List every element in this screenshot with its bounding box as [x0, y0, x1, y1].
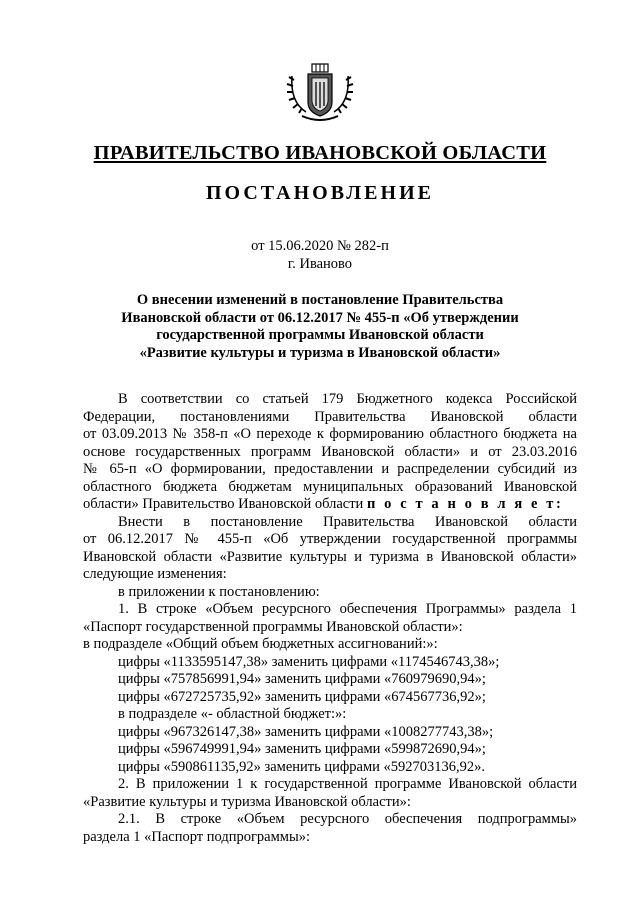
body-line: областного бюджета бюджетам муниципальных образований Ивановской	[83, 478, 577, 495]
body-line: цифры «1133595147,38» заменить цифрами «1174546743,38»;	[118, 653, 500, 670]
document-title	[90, 292, 550, 362]
coat-of-arms-icon	[282, 62, 358, 124]
organization-title: ПРАВИТЕЛЬСТВО ИВАНОВСКОЙ ОБЛАСТИ	[93, 142, 547, 164]
body-line: Внести в постановление Правительства Ивановской области	[118, 513, 577, 530]
body-line: Ивановской области «Развитие культуры и туризма в Ивановской области»	[83, 548, 577, 565]
document-body	[83, 391, 577, 846]
body-line: 1. В строке «Объем ресурсного обеспечения Программы» раздела 1	[118, 601, 577, 617]
document-city: г. Иваново	[287, 256, 353, 272]
decree-word: п о с т а н о в л я е т:	[366, 496, 564, 512]
body-line: в приложении к постановлению:	[118, 583, 320, 600]
body-line: следующие изменения:	[83, 566, 227, 582]
body-line: раздела 1 «Паспорт подпрограммы»:	[83, 828, 310, 845]
body-line: № 65-п «О формировании, предоставлении и распределении субсидий из	[83, 461, 577, 477]
body-line: от 06.12.2017 № 455-п «Об утверждении государственной программы	[83, 531, 577, 547]
body-line: 2.1. В строке «Объем ресурсного обеспечения подпрограммы»	[118, 811, 577, 827]
body-line: цифры «596749991,94» заменить цифрами «599872690,94»;	[118, 741, 486, 757]
body-line: в подразделе «Общий объем бюджетных ассигнований:»:	[83, 636, 438, 652]
body-line: «Паспорт государственной программы Ивановской области»:	[83, 618, 463, 635]
document-type: ПОСТАНОВЛЕНИЕ	[206, 182, 434, 204]
body-line: основе государственных программ Ивановской области» и от 23.03.2016	[83, 443, 577, 460]
body-line: цифры «672725735,92» заменить цифрами «674567736,92»;	[118, 688, 486, 705]
title-line: О внесении изменений в постановление Правительства	[136, 292, 504, 308]
title-line: государственной программы Ивановской области	[156, 327, 484, 343]
body-line: 2. В приложении 1 к государственной программе Ивановской области	[118, 776, 577, 792]
body-line: цифры «967326147,38» заменить цифрами «1008277743,38»;	[118, 723, 494, 740]
body-line: от 03.09.2013 № 358-п «О переходе к формированию областного бюджета на	[83, 426, 577, 442]
title-line: Ивановской области от 06.12.2017 № 455-п «Об утверждении	[121, 309, 519, 326]
body-line: цифры «590861135,92» заменить цифрами «592703136,92».	[118, 758, 486, 775]
body-line: в подразделе «- областной бюджет:»:	[118, 706, 347, 722]
body-line: цифры «757856991,94» заменить цифрами «760979690,94»;	[118, 671, 486, 687]
body-line-with-decree	[83, 496, 577, 514]
body-line: «Развитие культуры и туризма Ивановской области»:	[83, 793, 411, 810]
body-line: В соответствии со статьей 179 Бюджетного кодекса Российской	[118, 391, 577, 407]
title-line: «Развитие культуры и туризма в Ивановской области»	[139, 344, 501, 361]
body-line: Федерации, постановлениями Правительства Ивановской области	[83, 408, 577, 425]
body-line: области» Правительство Ивановской области	[83, 496, 364, 512]
document-date-number: от 15.06.2020 № 282-п	[251, 238, 389, 254]
